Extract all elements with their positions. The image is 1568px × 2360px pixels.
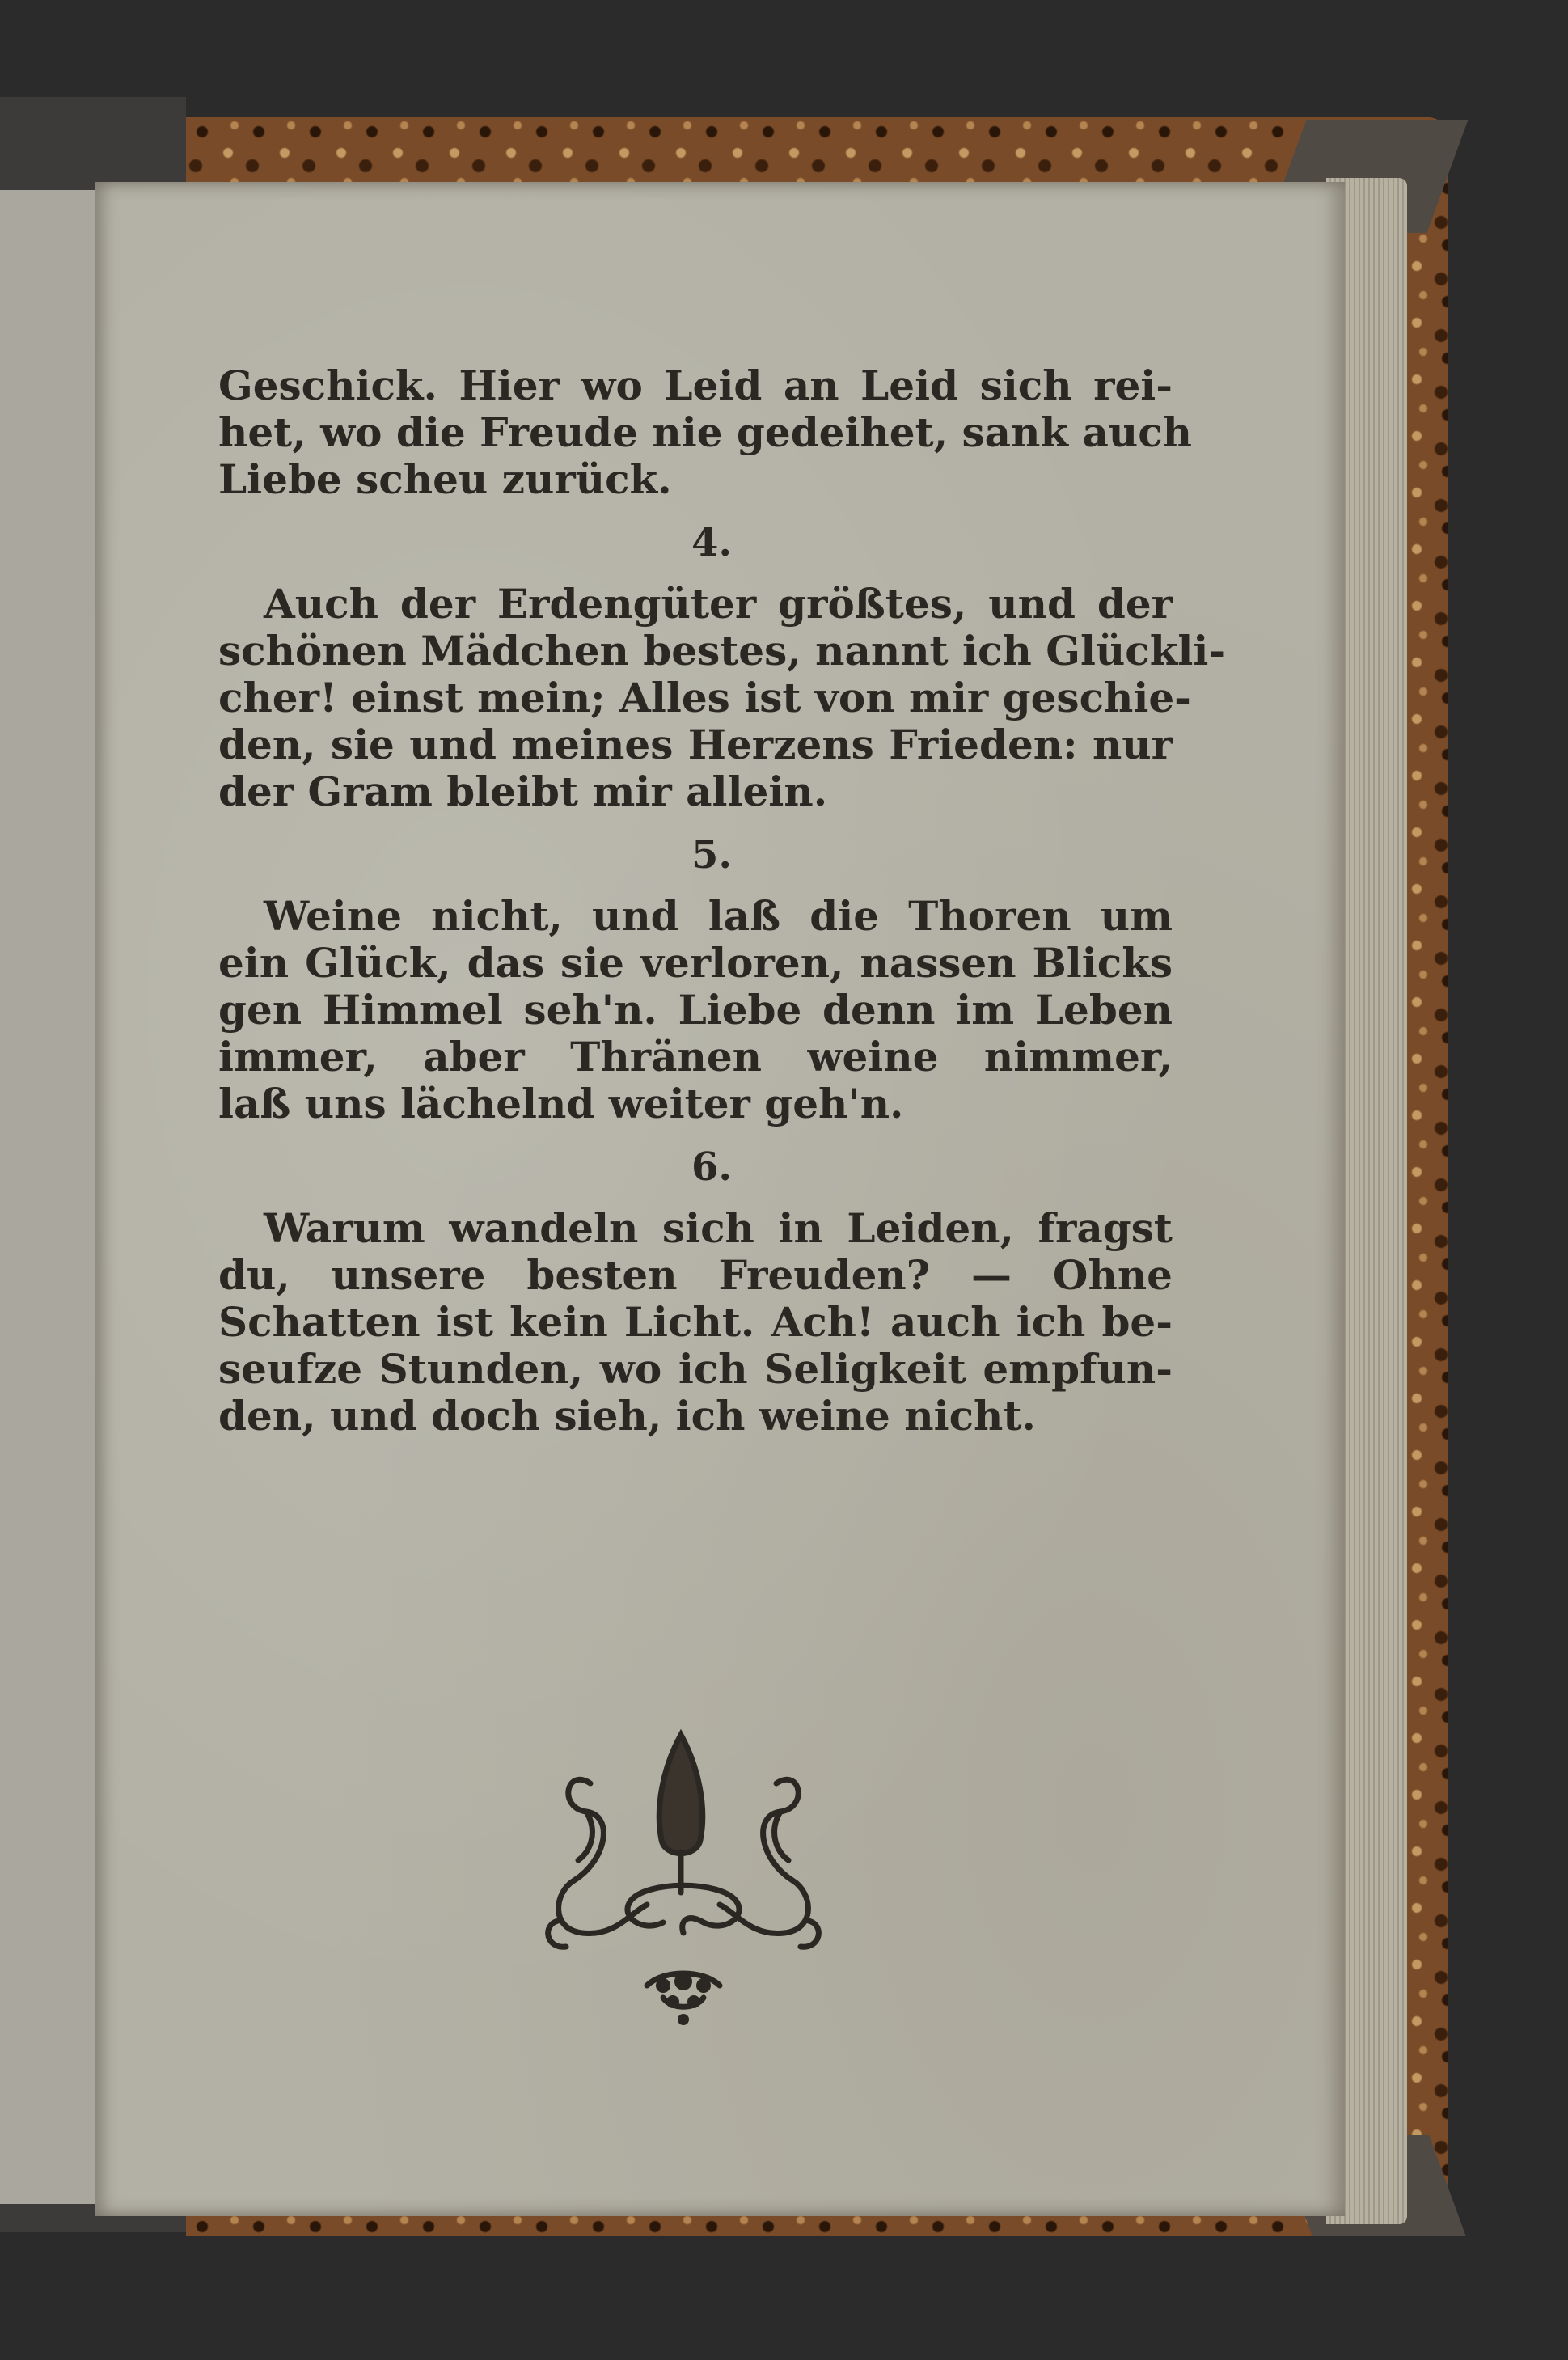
stanza-5: [218, 893, 1173, 1127]
text-line: Weine nicht, und laß die Thoren um: [264, 892, 1173, 940]
text-line: den, und doch sieh, ich weine nicht.: [218, 1392, 1036, 1440]
text-line: Geschick. Hier wo Leid an Leid sich rei-: [218, 362, 1173, 409]
page-text: [218, 362, 1226, 1440]
decorative-ornament-icon: [542, 1719, 825, 2058]
text-line: Warum wandeln sich in Leiden, fragst: [264, 1204, 1173, 1252]
text-line: Schatten ist kein Licht. Ach! auch ich be-: [218, 1298, 1173, 1346]
text-line: Auch der Erdengüter größtes, und der: [264, 580, 1173, 628]
text-line: schönen Mädchen bestes, nannt ich Glückli-: [218, 627, 1226, 675]
stanza-3-tail: [218, 362, 1193, 503]
verse-number-6: 6.: [691, 1144, 733, 1190]
text-line: seufze Stunden, wo ich Seligkeit empfun-: [218, 1345, 1173, 1393]
verse-number-4: 4.: [691, 520, 733, 565]
text-line: den, sie und meines Herzens Frieden: nur: [218, 721, 1173, 768]
text-line: du, unsere besten Freuden? — Ohne: [218, 1251, 1173, 1299]
text-line: ein Glück, das sie verloren, nassen Blicks: [218, 939, 1173, 987]
text-line: der Gram bleibt mir allein.: [218, 768, 828, 815]
text-line: het, wo die Freude nie gedeihet, sank auch: [218, 408, 1193, 456]
text-line: laß uns lächelnd weiter geh'n.: [218, 1080, 904, 1127]
stanza-6: [218, 1205, 1173, 1440]
text-line: Liebe scheu zurück.: [218, 455, 672, 503]
stanza-4: [218, 580, 1226, 815]
previous-page-edge: [0, 190, 104, 2204]
text-line: gen Himmel seh'n. Liebe denn im Leben: [218, 986, 1173, 1034]
text-line: cher! einst mein; Alles ist von mir geschie-: [218, 674, 1191, 721]
verse-number-5: 5.: [691, 832, 733, 878]
text-line: immer, aber Thränen weine nimmer,: [218, 1033, 1173, 1081]
